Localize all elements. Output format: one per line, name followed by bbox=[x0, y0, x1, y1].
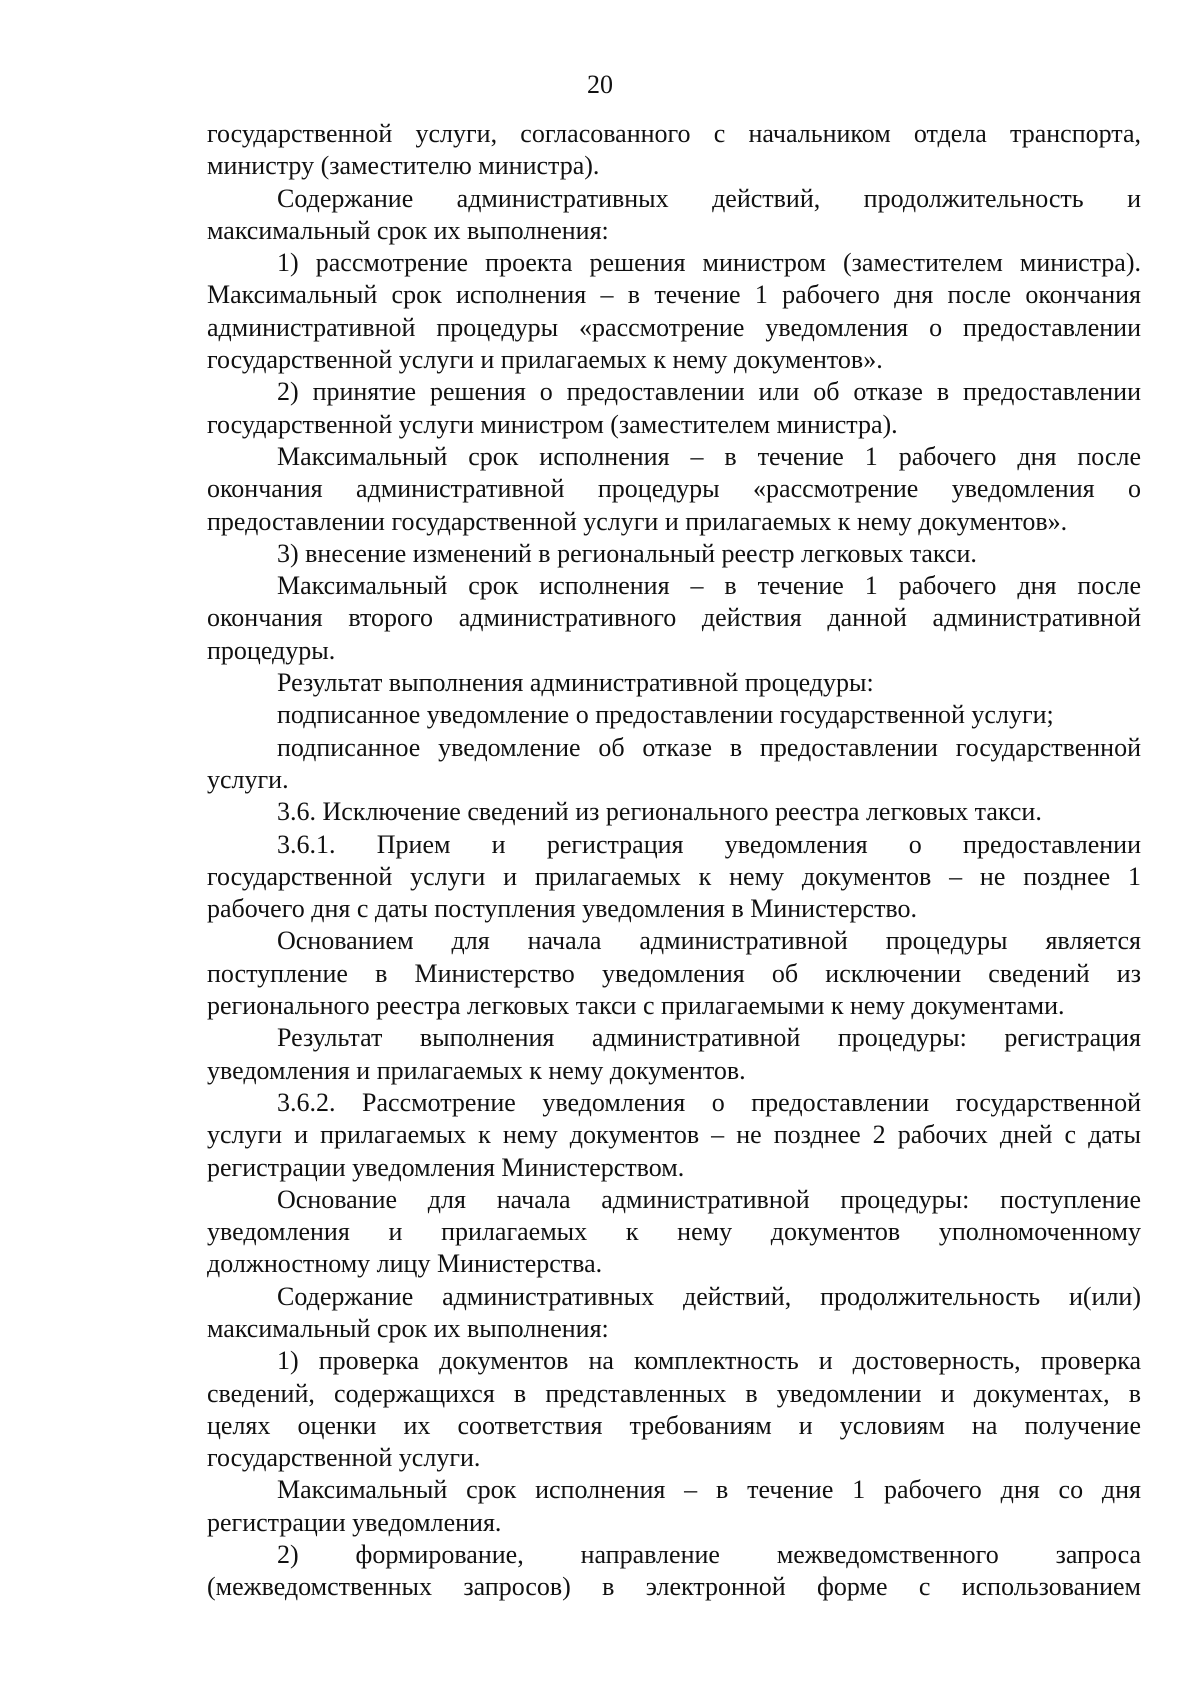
text-line: 3.6.2. Рассмотрение уведомления о предоставлении государственной bbox=[277, 1087, 1141, 1117]
text-line: административной процедуры «рассмотрение уведомления о предоставлении bbox=[207, 312, 1141, 342]
text-line: Основанием для начала административной процедуры является bbox=[277, 926, 1141, 956]
text-line: максимальный срок их выполнения: bbox=[207, 1313, 609, 1343]
text-line: государственной услуги министром (заместителем министра). bbox=[207, 409, 898, 439]
text-line: 2) принятие решения о предоставлении или об отказе в предоставлении bbox=[277, 377, 1141, 407]
text-line: предоставлении государственной услуги и прилагаемых к нему документов». bbox=[207, 506, 1068, 536]
text-line: 1) рассмотрение проекта решения министром (заместителем министра). bbox=[277, 248, 1141, 278]
text-line: Содержание административных действий, продолжительность и bbox=[277, 183, 1141, 213]
text-line: государственной услуги. bbox=[207, 1443, 481, 1473]
text-line: целях оценки их соответствия требованиям и условиям на получение bbox=[207, 1410, 1141, 1440]
text-line: должностному лицу Министерства. bbox=[207, 1249, 603, 1279]
text-line: уведомления и прилагаемых к нему документов. bbox=[207, 1055, 746, 1085]
text-line: Максимальный срок исполнения – в течение 1 рабочего дня после bbox=[277, 441, 1141, 471]
text-line: Содержание административных действий, продолжительность и(или) bbox=[277, 1281, 1141, 1311]
text-line: государственной услуги, согласованного с начальником отдела транспорта, bbox=[207, 119, 1141, 148]
text-line: 1) проверка документов на комплектность и достоверность, проверка bbox=[277, 1346, 1141, 1376]
text-line: Максимальный срок исполнения – в течение 1 рабочего дня после окончания bbox=[207, 280, 1141, 310]
text-line: государственной услуги и прилагаемых к нему документов». bbox=[207, 345, 883, 375]
text-line: регионального реестра легковых такси с прилагаемыми к нему документами. bbox=[207, 991, 1065, 1021]
text-line: Результат выполнения административной процедуры: bbox=[277, 668, 874, 698]
text-line: подписанное уведомление об отказе в предоставлении государственной bbox=[277, 732, 1141, 762]
text-line: регистрации уведомления. bbox=[207, 1507, 502, 1537]
text-line: регистрации уведомления Министерством. bbox=[207, 1152, 685, 1182]
text-line: максимальный срок их выполнения: bbox=[207, 215, 609, 245]
document-body bbox=[207, 118, 1141, 1604]
text-line: процедуры. bbox=[207, 635, 336, 665]
text-line: Основание для начала административной процедуры: поступление bbox=[277, 1184, 1141, 1214]
text-line: окончания второго административного действия данной административной bbox=[207, 603, 1141, 633]
text-line: услуги. bbox=[207, 764, 289, 794]
text-line: 3.6. Исключение сведений из регионального реестра легковых такси. bbox=[277, 797, 1042, 827]
text-line: министру (заместителю министра). bbox=[207, 151, 600, 181]
text-line: сведений, содержащихся в представленных в уведомлении и документах, в bbox=[207, 1378, 1141, 1408]
text-line: (межведомственных запросов) в электронной форме с использованием bbox=[207, 1572, 1141, 1602]
text-line: уведомления и прилагаемых к нему документов уполномоченному bbox=[207, 1217, 1141, 1247]
text-line: Максимальный срок исполнения – в течение 1 рабочего дня со дня bbox=[277, 1475, 1141, 1505]
text-line: Максимальный срок исполнения – в течение 1 рабочего дня после bbox=[277, 571, 1141, 601]
text-line: 2) формирование, направление межведомственного запроса bbox=[277, 1540, 1141, 1570]
page-number: 20 bbox=[587, 70, 613, 99]
text-line: 3) внесение изменений в региональный реестр легковых такси. bbox=[277, 538, 977, 568]
text-line: подписанное уведомление о предоставлении государственной услуги; bbox=[277, 700, 1054, 730]
text-line: Результат выполнения административной процедуры: регистрация bbox=[277, 1023, 1141, 1053]
text-line: поступление в Министерство уведомления об исключении сведений из bbox=[207, 958, 1141, 988]
text-line: государственной услуги и прилагаемых к нему документов – не позднее 1 bbox=[207, 861, 1141, 891]
text-line: услуги и прилагаемых к нему документов – не позднее 2 рабочих дней с даты bbox=[207, 1120, 1141, 1150]
text-line: рабочего дня с даты поступления уведомления в Министерство. bbox=[207, 894, 918, 924]
text-line: 3.6.1. Прием и регистрация уведомления о предоставлении bbox=[277, 829, 1141, 859]
text-line: окончания административной процедуры «рассмотрение уведомления о bbox=[207, 474, 1141, 504]
